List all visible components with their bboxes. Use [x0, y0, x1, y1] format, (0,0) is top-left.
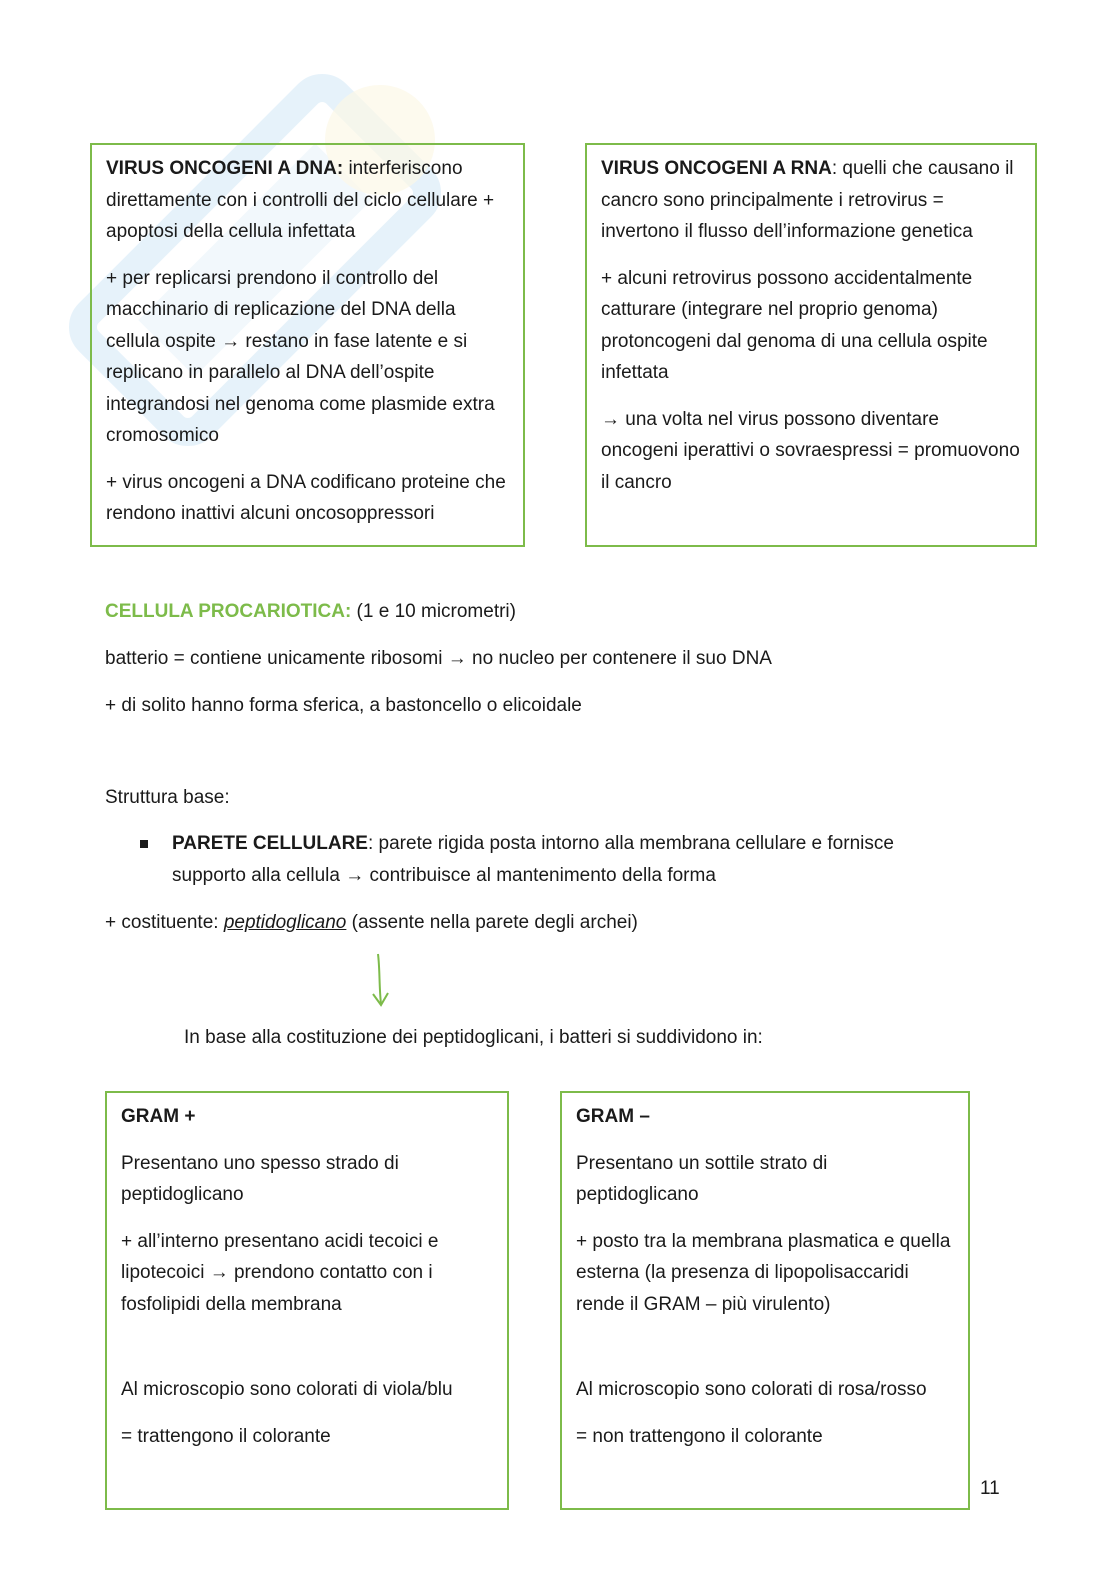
bullet-square-icon	[140, 840, 148, 848]
prokaryote-heading: CELLULA PROCARIOTICA:	[105, 601, 352, 622]
gram-negative-title: GRAM –	[576, 1106, 650, 1127]
gram-negative-layer: Presentano un sottile strato di peptidoglicano	[576, 1152, 828, 1205]
gram-positive-stain: Al microscopio sono colorati di viola/blu	[121, 1379, 453, 1400]
rna-virus-capture: + alcuni retrovirus possono accidentalmente catturare (integrare nel proprio genoma) protoncogeni dal genoma di una cellula ospite infettata	[601, 267, 988, 383]
peptidoglycan-term: peptidoglicano	[223, 912, 347, 933]
down-arrow-icon	[368, 952, 392, 1008]
bacterium-line: batterio = contiene unicamente ribosomi → no nucleo per contenere il suo DNA	[105, 648, 772, 669]
rna-virus-intro: VIRUS ONCOGENI A RNA: quelli che causano il cancro sono principalmente i retrovirus = invertono il flusso dell’informazione genetica	[601, 158, 1014, 242]
structure-label: Struttura base:	[105, 787, 230, 808]
gram-negative-stain: Al microscopio sono colorati di rosa/rosso	[576, 1379, 927, 1400]
dna-virus-proteins: + virus oncogeni a DNA codificano proteine che rendono inattivi alcuni oncosoppressori	[106, 471, 506, 524]
prokaryote-size-note: (1 e 10 micrometri)	[351, 601, 516, 622]
cell-wall-title: PARETE CELLULARE	[172, 833, 368, 854]
gram-positive-title: GRAM +	[121, 1106, 196, 1127]
dna-virus-title: VIRUS ONCOGENI A DNA:	[106, 158, 344, 179]
rna-virus-box	[585, 143, 1037, 547]
division-line: In base alla costituzione dei peptidoglicani, i batteri si suddividono in:	[184, 1027, 763, 1048]
gram-positive-retain: = trattengono il colorante	[121, 1425, 331, 1447]
rna-virus-title: VIRUS ONCOGENI A RNA	[601, 158, 832, 179]
rna-virus-oncogenes: → una volta nel virus possono diventare oncogeni iperattivi o sovraespressi = promuovono il cancro	[601, 408, 1020, 493]
constituent-line: + costituente: peptidoglicano (assente nella parete degli archei)	[105, 912, 638, 933]
dna-virus-intro: VIRUS ONCOGENI A DNA: interferiscono direttamente con i controlli del ciclo cellulare + apoptosi della cellula infettata	[106, 158, 495, 242]
prokaryote-heading-line	[105, 596, 516, 627]
page-number: 11	[980, 1478, 1000, 1499]
gram-positive-acids: + all’interno presentano acidi tecoici e lipotecoici → prendono contatto con i fosfolipidi della membrana	[121, 1230, 439, 1315]
dna-virus-replication: + per replicarsi prendono il controllo del macchinario di replicazione del DNA della cellula ospite → restano in fase latente e si replicano in parallelo al DNA dell’ospite integrandosi nel genoma come plasmide extra cromosomico	[106, 267, 495, 446]
gram-negative-retain: = non trattengono il colorante	[576, 1425, 823, 1447]
gram-negative-membrane: + posto tra la membrana plasmatica e quella esterna (la presenza di lipopolisaccaridi rende il GRAM – più virulento)	[576, 1230, 951, 1315]
gram-positive-layer: Presentano uno spesso strado di peptidoglicano	[121, 1152, 399, 1205]
shape-line: + di solito hanno forma sferica, a bastoncello o elicoidale	[105, 695, 582, 716]
dna-virus-box	[90, 143, 525, 547]
cell-wall-text: : parete rigida posta intorno alla membrana cellulare e fornisce supporto alla cellula → contribuisce al mantenimento della forma	[172, 833, 894, 886]
gram-positive-box	[105, 1091, 509, 1510]
gram-negative-box	[560, 1091, 970, 1510]
